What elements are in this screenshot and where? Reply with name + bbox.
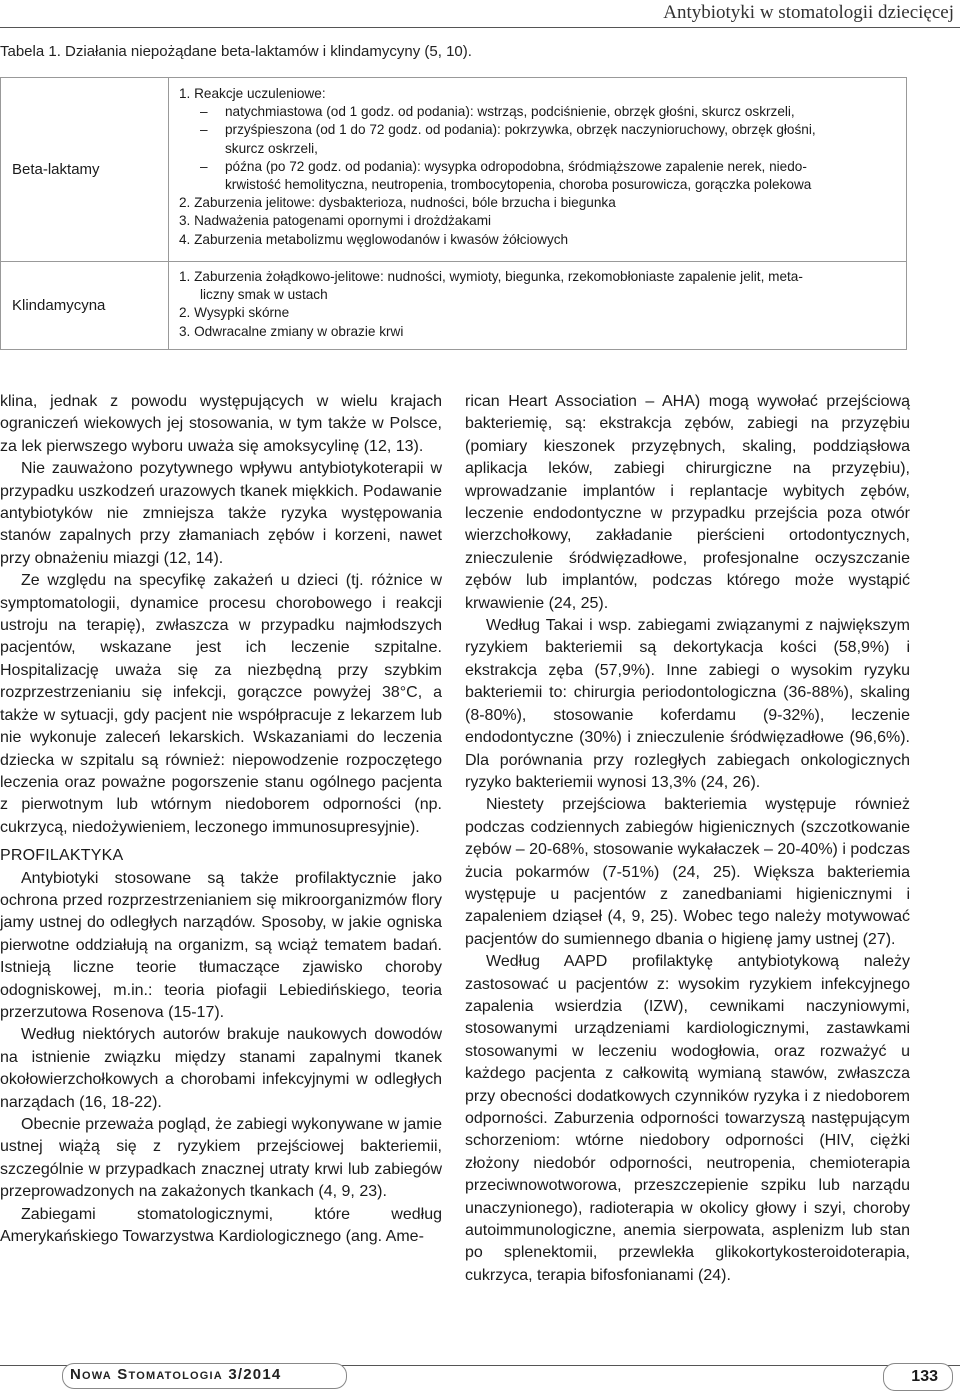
row-label: Klindamycyna xyxy=(1,262,169,349)
paragraph: Zabiegami stomatologicznymi, które według Amerykańskiego Towarzystwa Kardiologicznego (ang. Ame- xyxy=(0,1205,442,1246)
section-heading: PROFILAKTYKA xyxy=(0,847,124,865)
list-item: 3. Nadważenia patogenami opornymi i drożdżakami xyxy=(179,213,492,229)
list-item: – późna (po 72 godz. od podania): wysypka odropodobna, śródmiąższowe zapalenie nerek, niedo- xyxy=(200,158,807,174)
paragraph: klina, jednak z powodu występujących w wielu krajach ograniczeń wiekowych jej stosowania, w tym także w Polsce, za lek pierwszego wyboru uważa się amoksycylinę (12, 13). xyxy=(0,393,442,455)
list-item-continuation: krwistość hemolityczna, neutropenia, trombocytopenia, choroba posurowicza, gorączka polekowa xyxy=(225,177,812,193)
list-item: 4. Zaburzenia metabolizmu węglowodanów i kwasów żółciowych xyxy=(179,231,569,247)
text-column-right xyxy=(465,391,910,1287)
paragraph: Ze względu na specyfikę zakażeń u dzieci (tj. różnice w symptomatologii, dynamice procesu chorobowego i reakcji ustroju na terapię), zwłaszcza w przypadku najmłodszych pacjentów, wskazane jest ich leczenie szpitalne. Hospitalizację uważa się za niezbędną przy szybkim rozprzestrzenianiu się infekcji, gorączce powyżej 38°C, a także w sytuacji, gdy pacjent nie współpracuje z lekarzem lub nie wykonuje zaleceń lekarskich. Wskazaniami do leczenia dziecka w szpitalu są również: niepowodzenie rozpoczętego leczenia oraz poważne pogorszenie stanu ogólnego pacjenta z pierwotnym lub wtórnym niedoborem odporności (np. cukrzycą, niedożywieniem, leczonego immunosupresyjnie). xyxy=(0,572,442,836)
list-item: 3. Odwracalne zmiany w obrazie krwi xyxy=(179,323,404,339)
row-content xyxy=(179,268,896,341)
paragraph: Według Takai i wsp. zabiegami związanymi z największym ryzykiem bakteriemii są dekortykacja kości (58,9%) i ekstrakcja zęba (57,9%). Inne zabiegi o wysokim ryzyku bakteriemii to: chirurgia periodontologiczna (36-88%), skaling (8-80%), stosowanie koferdamu (9-32%), leczenie endodontyczne (30%) i znieczulenie śródwięzadłowe (96,6%). Dla porównania przy rozległych zabiegach onkologicznych ryzyko bakteriemii wynosi 13,3% (24, 26). xyxy=(465,617,910,791)
list-item: 1. Zaburzenia żołądkowo-jelitowe: nudności, wymioty, biegunka, rzekomobłoniaste zapalenie jelit, meta- xyxy=(179,269,803,284)
list-item: – natychmiastowa (od 1 godz. od podania): wstrząs, podciśnienie, obrzęk głośni, skurcz oskrzeli, xyxy=(200,104,795,120)
row-content xyxy=(179,85,896,249)
header-rule xyxy=(0,27,960,28)
paragraph: Według niektórych autorów brakuje naukowych dowodów na istnienie związku między stanami zapalnymi tkanek okołowierzchołkowych a chorobami infekcyjnymi w odległych narządach (16, 18-22). xyxy=(0,1026,442,1111)
paragraph: Nie zauważono pozytywnego wpływu antybiotykoterapii w przypadku uszkodzeń urazowych tkanek miękkich. Podawanie antybiotyków nie zmniejsza także ryzyka występowania stanów zapalnych przy złamaniach zębów i korzeni, nawet przy obnażeniu miazgi (12, 14). xyxy=(0,460,443,567)
list-item: 2. Wysypki skórne xyxy=(179,305,290,321)
text-column-left xyxy=(0,391,442,1248)
journal-title: Nowa Stomatologia 3/2014 xyxy=(70,1366,282,1383)
paragraph: rican Heart Association – AHA) mogą wywołać przejściową bakteriemię, są: ekstrakcja zębów, zabiegi na przyzębiu (pomiary kieszonek przyzębnych, skaling, poddziąsłowa aplikacja leków, zabiegi chirurgiczne na przyzębiu), wprowadzanie implantów i replantacje wybitych zębów, leczenie endodontyczne w przypadku przejścia poza otwór wierzchołkowy, zakładanie pierścieni ortodontycznych, znieczulenie śródwięzadłowe, profesjonalne oczyszczanie zębów lub implantów, podczas którego może wystąpić krwawienie (24, 25). xyxy=(465,393,910,612)
paragraph: Antybiotyki stosowane są także profilaktycznie jako ochrona przed rozprzestrzenianiem się mikroorganizmów flory jamy ustnej do odległych narządów. Sposoby, w jakie ogniska pierwotne oddziałują na organizm, są wciąż tematem badań. Istnieją liczne teorie tłumaczące zjawisko choroby odogniskowej, m.in.: teoria piofagii Lebiedińskiego, teoria przerzutowa Rosenova (15-17). xyxy=(0,869,442,1021)
list-item: 1. Reakcje uczuleniowe: xyxy=(179,86,326,101)
paragraph: Według AAPD profilaktykę antybiotykową należy zastosować u pacjentów z: wysokim ryzykiem infekcyjnego zapalenia wsierdzia (IZW), cewnikami naczyniowymi, stosowanymi urządzeniami kardiologicznymi, zastawkami stosowanymi w leczeniu wodogłowia, oraz rozważyć u każdego pacjenta z całkowitą wymianą stawów, zwłaszcza przy obecności dodatkowych czynników ryzyka i z niedoborem odporności. Zaburzenia odporności towarzyszą następującym schorzeniom: wtórne niedobory odporności (HIV, ciężki złożony niedobór odporności, neutropenia, chemioterapia przeciwnowotworowa, przeszczepienie szpiku lub narządu unaczynionego), radioterapia w okolicy głowy i szyi, choroby autoimmunologiczne, anemia sierpowata, asplenizm lub stan po splenektomii, przewlekła glikokortykosteroidoterapia, cukrzyca, terapia bifosfonianami (24). xyxy=(465,953,910,1284)
list-item: – przyśpieszona (od 1 do 72 godz. od podania): pokrzywka, obrzęk naczynioruchowy, obrzęk głośni, xyxy=(200,122,816,138)
list-item-continuation: skurcz oskrzeli, xyxy=(225,140,318,156)
running-title: Antybiotyki w stomatologii dziecięcej xyxy=(663,2,954,23)
page-number: 133 xyxy=(911,1368,938,1385)
paragraph: Obecnie przeważa pogląd, że zabiegi wykonywane w jamie ustnej wiążą się z ryzykiem przejściowej bakteriemii, szczególnie w przypadkach znacznej utraty krwi lub zabiegów przeprowadzonych na zakażonych tkankach (4, 9, 23). xyxy=(0,1116,442,1201)
list-item-continuation: liczny smak w ustach xyxy=(200,287,328,303)
row-label: Beta-laktamy xyxy=(1,78,169,261)
table-row xyxy=(1,78,906,262)
table-row xyxy=(1,262,906,349)
paragraph: Niestety przejściowa bakteriemia występuje również podczas codziennych zabiegów higienicznych (szczotkowanie zębów – 20-68%, stosowanie wykałaczek – 20-40%) i podczas żucia pokarmów (7-51%) (24, 25). Większa bakteriemia występuje u pacjentów z zanedbaniami higienicznymi i zapaleniem dziąseł (4, 9, 25). Wobec tego należy motywować pacjentów do sumiennego dbania o higienę jamy ustnej (27). xyxy=(465,796,910,948)
list-item: 2. Zaburzenia jelitowe: dysbakterioza, nudności, bóle brzucha i biegunka xyxy=(179,195,616,211)
adverse-effects-table xyxy=(0,77,907,350)
table-caption: Tabela 1. Działania niepożądane beta-laktamów i klindamycyny (5, 10). xyxy=(0,43,472,60)
